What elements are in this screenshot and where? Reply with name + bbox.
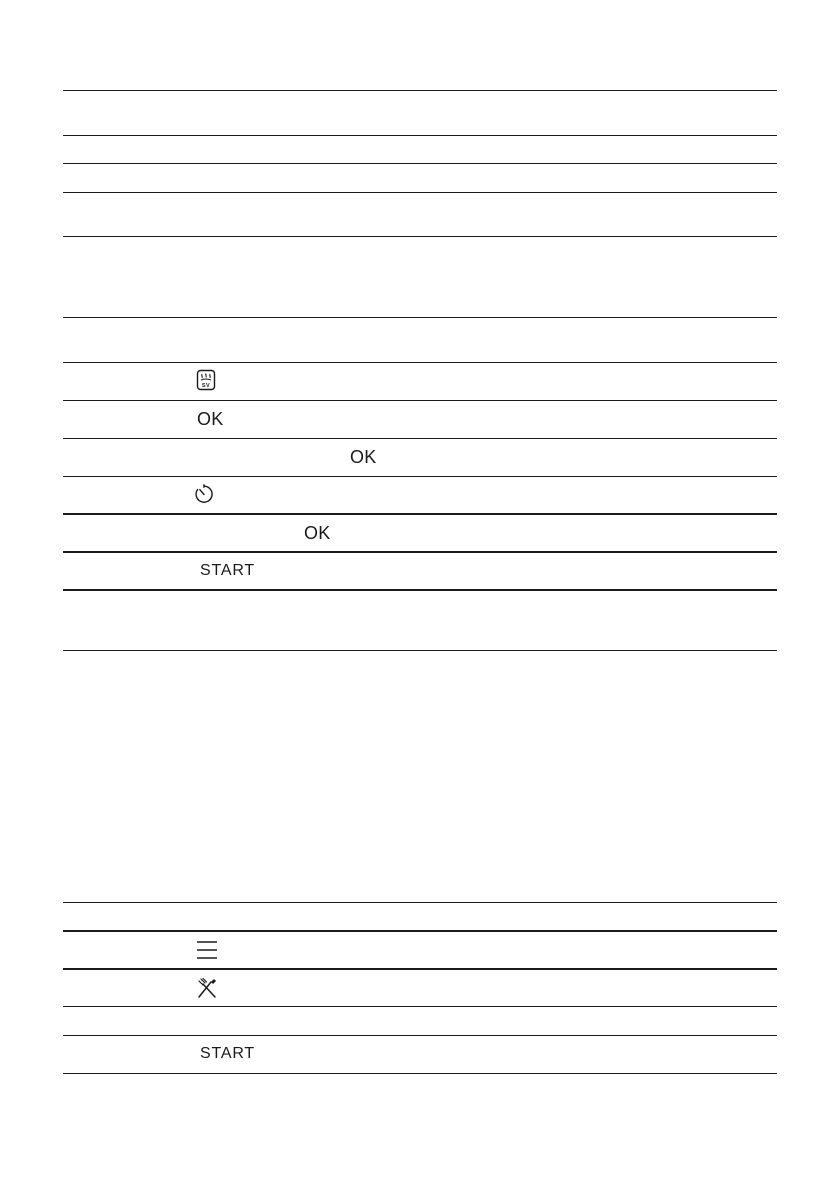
table-rule: [63, 438, 777, 439]
sous-vide-icon: [196, 368, 218, 392]
table-rule: [63, 1006, 777, 1007]
table-rule: [63, 650, 777, 651]
table-rule: [63, 163, 777, 164]
table-rule: [63, 902, 777, 903]
fork-knife-icon: [196, 976, 220, 1000]
ok-key-label: OK: [350, 446, 377, 467]
table-rule: [63, 1073, 777, 1074]
table-rule: [63, 317, 777, 318]
table-rule: [63, 90, 777, 91]
instruction-table-2: [63, 902, 777, 1074]
table-rule: [63, 400, 777, 401]
menu-icon: [196, 938, 220, 962]
table-rule: [63, 589, 777, 591]
table-rule: [63, 513, 777, 515]
start-key-label: START: [200, 562, 255, 579]
instruction-table-1: [63, 90, 777, 651]
ok-key-label: OK: [304, 522, 331, 543]
table-rule: [63, 476, 777, 477]
start-key-label: START: [200, 1045, 255, 1062]
table-rule: [63, 930, 777, 932]
table-rule: [63, 192, 777, 193]
ok-key-label: OK: [197, 408, 224, 429]
table-rule: [63, 968, 777, 970]
table-rule: [63, 362, 777, 363]
svg-text:SV: SV: [201, 383, 211, 390]
table-rule: [63, 551, 777, 553]
table-rule: [63, 135, 777, 136]
table-rule: [63, 1035, 777, 1036]
timer-icon: [193, 482, 217, 506]
table-rule: [63, 236, 777, 237]
